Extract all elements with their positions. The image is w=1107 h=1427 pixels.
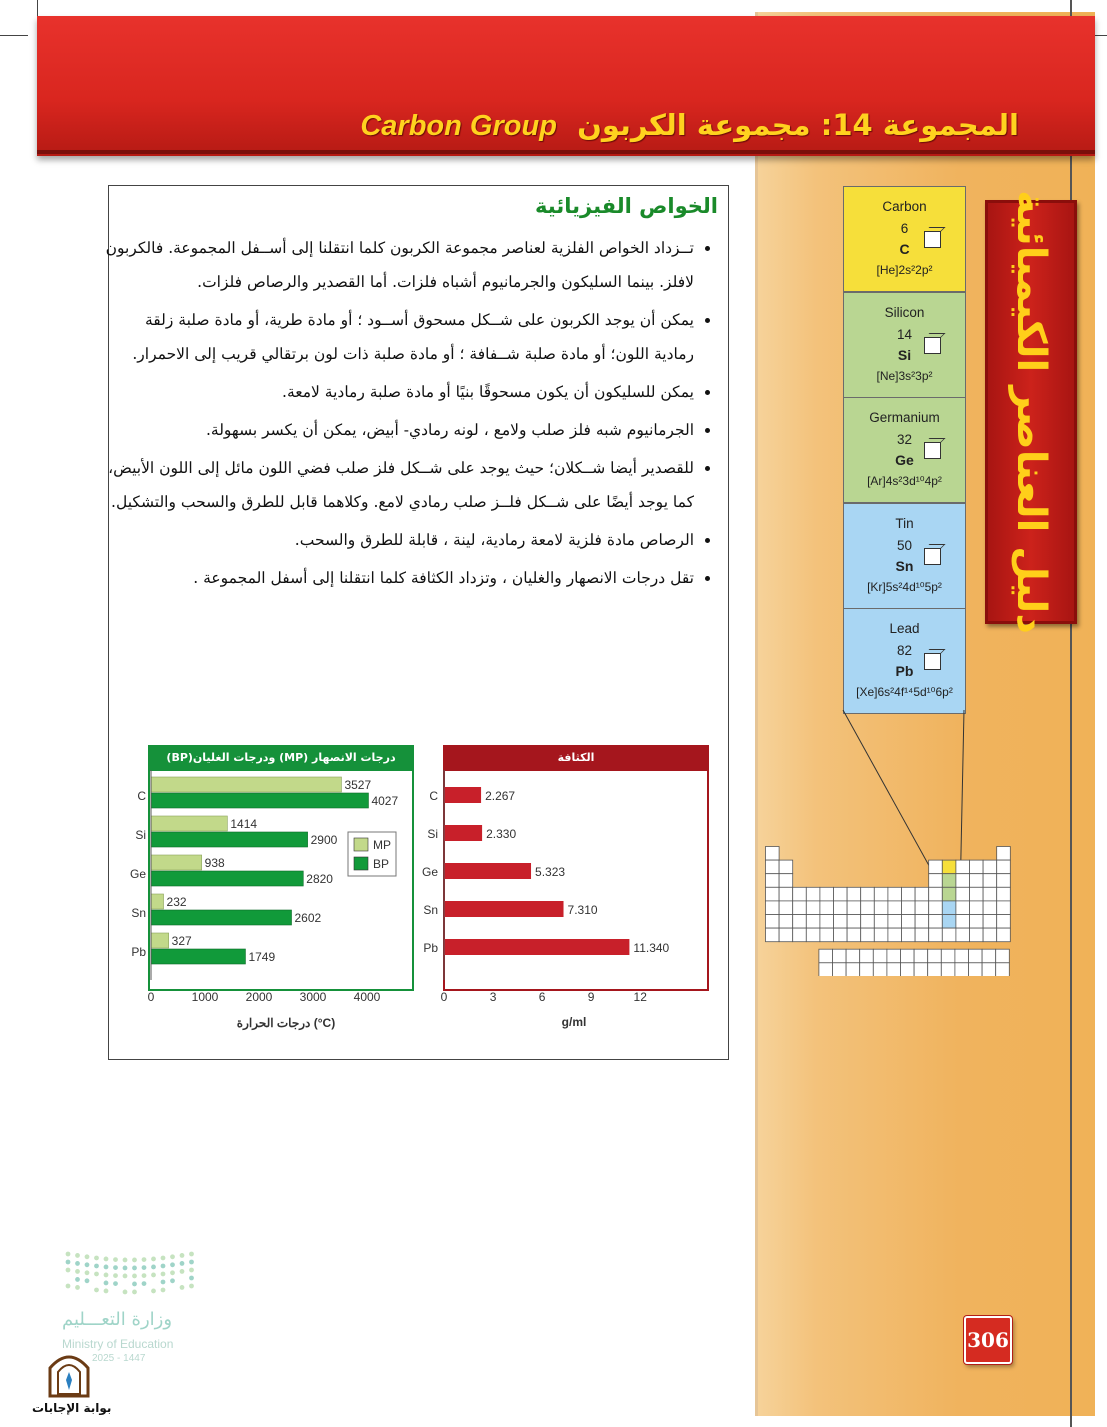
tick-label: 4000 [353, 990, 381, 1004]
periodic-cell [779, 860, 793, 874]
logo-dot [142, 1281, 147, 1286]
periodic-cell [956, 860, 970, 874]
x-axis-label: g/ml [561, 1015, 587, 1029]
category-label: Ge [129, 867, 146, 881]
data-label: 1414 [230, 817, 258, 831]
element-tile-silicon [843, 292, 966, 398]
periodic-cell [847, 887, 861, 901]
periodic-cell [970, 887, 984, 901]
periodic-cell [779, 901, 793, 915]
category-label: Ge [421, 865, 438, 879]
periodic-cell [860, 963, 874, 976]
element-tile-germanium [843, 397, 966, 503]
periodic-cell [861, 887, 875, 901]
element-name: Lead [889, 621, 920, 636]
periodic-cell [914, 949, 928, 963]
periodic-cell [820, 928, 834, 942]
density-plot [420, 770, 720, 1035]
logo-dot [189, 1284, 194, 1289]
cube-icon [924, 653, 941, 670]
bar-mp [151, 933, 169, 948]
periodic-cell [956, 901, 970, 915]
periodic-cell [902, 915, 916, 929]
periodic-cell [982, 963, 996, 976]
logo-dot [189, 1260, 194, 1265]
logo-dot [151, 1289, 156, 1294]
periodic-cell [834, 887, 848, 901]
periodic-cell [861, 901, 875, 915]
periodic-cell [888, 901, 902, 915]
periodic-cell [806, 901, 820, 915]
logo-dot [161, 1256, 166, 1261]
logo-dot [85, 1278, 90, 1283]
periodic-cell [834, 928, 848, 942]
periodic-cell [874, 901, 888, 915]
data-label: 938 [204, 856, 225, 870]
periodic-cell [861, 928, 875, 942]
periodic-cell [997, 915, 1011, 929]
answers-gate-label: بوابة الإجابات [32, 1401, 112, 1415]
periodic-cell [929, 860, 943, 874]
logo-dot [123, 1266, 128, 1271]
ministry-name-ar: وزارة التعـــليم [62, 1309, 173, 1330]
periodic-cell [955, 963, 969, 976]
data-label: 1749 [248, 950, 276, 964]
periodic-cell [997, 887, 1011, 901]
logo-dot [189, 1268, 194, 1273]
periodic-cell [929, 874, 943, 888]
logo-dot [104, 1257, 109, 1262]
tick-label: 6 [538, 990, 546, 1004]
periodic-cell [902, 887, 916, 901]
data-label: 2602 [294, 911, 322, 925]
logo-dot [189, 1276, 194, 1281]
periodic-cell [983, 874, 997, 888]
element-tile-lead [843, 608, 966, 714]
title-english: Carbon Group [360, 110, 557, 142]
cube-icon [924, 231, 941, 248]
periodic-cell [969, 949, 983, 963]
crop-mark [0, 35, 28, 36]
periodic-cell [942, 915, 956, 929]
periodic-cell [820, 915, 834, 929]
periodic-cell [901, 949, 915, 963]
periodic-cell [819, 949, 833, 963]
logo-dot [113, 1273, 118, 1278]
periodic-cell [793, 901, 807, 915]
electron-config: [Kr]5s²4d¹⁰5p² [867, 579, 942, 594]
periodic-cell [793, 887, 807, 901]
periodic-cell [997, 874, 1011, 888]
periodic-table-mini [765, 846, 1013, 976]
periodic-cell [970, 915, 984, 929]
logo-dot [75, 1277, 80, 1282]
cube-icon [924, 442, 941, 459]
periodic-cell [996, 963, 1010, 976]
list-item: • الرصاص مادة فلزية لامعة رمادية، لينة ، قابلة للطرق والسحب. [104, 523, 694, 557]
category-label: Si [135, 828, 146, 842]
logo-dot [104, 1265, 109, 1270]
bar-bp [151, 832, 308, 847]
periodic-cell [983, 887, 997, 901]
category-label: Sn [423, 903, 438, 917]
periodic-cell [874, 928, 888, 942]
periodic-cell [806, 928, 820, 942]
electron-config: [Ne]3s²3p² [876, 368, 933, 383]
category-label: C [137, 789, 146, 803]
bar-density [444, 939, 629, 955]
element-symbol: C [899, 241, 910, 257]
logo-dot [132, 1258, 137, 1263]
periodic-cell [902, 901, 916, 915]
tick-label: 3 [489, 990, 497, 1004]
data-label: 2900 [310, 833, 338, 847]
periodic-cell [766, 901, 780, 915]
periodic-cell [902, 928, 916, 942]
periodic-cell [997, 928, 1011, 942]
data-label: 5.323 [535, 865, 566, 879]
logo-dot [142, 1265, 147, 1270]
periodic-cell [942, 928, 956, 942]
periodic-cell [766, 860, 780, 874]
logo-dot [94, 1288, 99, 1293]
periodic-cell [941, 963, 955, 976]
list-item: • تــزداد الخواص الفلزية لعناصر مجموعة الكربون كلما انتقلنا إلى أســفل المجموعة. فالكربون لافلز. بينما السليكون والجرمانيوم أشباه فلزات. أما القصدير والرصاص فلزات. [104, 231, 694, 299]
logo-dot [113, 1281, 118, 1286]
list-item: • يمكن أن يوجد الكربون على شــكل مسحوق أســود ؛ أو مادة طرية، أو مادة صلبة زلقة رمادية اللون؛ أو مادة صلبة شــفافة ؛ أو مادة صلبة ذات لون برتقالي قريب إلى الاحمرار. [104, 303, 694, 371]
data-label: 4027 [371, 794, 399, 808]
logo-dot [94, 1256, 99, 1261]
periodic-cell [888, 887, 902, 901]
periodic-cell [819, 963, 833, 976]
ministry-logo-icon [62, 1248, 202, 1296]
periodic-cell [956, 874, 970, 888]
periodic-cell [833, 963, 847, 976]
logo-dot [85, 1254, 90, 1259]
periodic-cell [983, 915, 997, 929]
tick-label: 9 [587, 990, 595, 1004]
tick-label: 12 [633, 990, 647, 1004]
logo-dot [94, 1272, 99, 1277]
gate-logo-icon [46, 1350, 92, 1398]
periodic-cell [970, 901, 984, 915]
title-arabic: المجموعة 14: مجموعة الكربون [577, 108, 1019, 142]
element-name: Germanium [869, 410, 940, 425]
logo-dot [161, 1280, 166, 1285]
periodic-cell [997, 860, 1011, 874]
periodic-cell [942, 860, 956, 874]
logo-dot [132, 1290, 137, 1295]
periodic-cell [955, 949, 969, 963]
list-item: • تقل درجات الانصهار والغليان ، وتزداد الكثافة كلما انتقلنا إلى أسفل المجموعة . [104, 561, 694, 595]
logo-dot [170, 1262, 175, 1267]
element-name: Silicon [884, 304, 925, 320]
periodic-cell [793, 915, 807, 929]
page-title [360, 108, 1019, 143]
periodic-cell [929, 928, 943, 942]
tick-label: 3000 [299, 990, 327, 1004]
periodic-cell [983, 928, 997, 942]
crop-mark [37, 0, 38, 16]
list-item: • الجرمانيوم شبه فلز صلب ولامع ، لونه رمادي- أبيض، يمكن أن يكسر بسهولة. [104, 413, 694, 447]
category-label: Sn [131, 906, 146, 920]
page-number: 306 [964, 1316, 1012, 1364]
periodic-cell [766, 915, 780, 929]
periodic-cell [887, 949, 901, 963]
logo-dot [123, 1290, 128, 1295]
periodic-cell [888, 928, 902, 942]
bar-bp [151, 949, 245, 964]
electron-config: [Ar]4s²3d¹⁰4p² [867, 474, 942, 488]
periodic-cell [846, 949, 860, 963]
data-label: 2820 [306, 872, 333, 886]
periodic-cell [820, 901, 834, 915]
periodic-cell [766, 874, 780, 888]
logo-dot [151, 1265, 156, 1270]
periodic-cell [915, 887, 929, 901]
element-tile-tin [843, 503, 966, 609]
periodic-cell [929, 915, 943, 929]
periodic-cell [766, 887, 780, 901]
periodic-cell [779, 915, 793, 929]
legend-swatch [354, 838, 368, 851]
data-label: 327 [171, 934, 192, 948]
element-tile-carbon [843, 186, 966, 292]
periodic-cell [873, 963, 887, 976]
element-name: Tin [895, 515, 914, 531]
periodic-cell [779, 887, 793, 901]
periodic-cell [861, 915, 875, 929]
tick-label: 0 [440, 990, 448, 1004]
periodic-cell [779, 928, 793, 942]
periodic-cell [779, 874, 793, 888]
atomic-number: 50 [896, 537, 913, 553]
periodic-cell [834, 915, 848, 929]
periodic-cell [874, 915, 888, 929]
periodic-cell [942, 887, 956, 901]
element-symbol: Ge [895, 452, 914, 468]
periodic-cell [915, 901, 929, 915]
periodic-cell [915, 928, 929, 942]
logo-dot [132, 1266, 137, 1271]
bar-bp [151, 910, 292, 925]
logo-dot [180, 1253, 185, 1258]
list-item: • يمكن للسليكون أن يكون مسحوقًا بنيًا أو مادة صلبة رمادية لامعة. [104, 375, 694, 409]
periodic-cell [766, 847, 780, 861]
logo-dot [85, 1262, 90, 1267]
periodic-cell [914, 963, 928, 976]
periodic-cell [860, 949, 874, 963]
legend-label: MP [373, 838, 391, 852]
periodic-cell [982, 949, 996, 963]
element-symbol: Si [897, 346, 912, 363]
periodic-cell [928, 949, 942, 963]
periodic-cell [983, 901, 997, 915]
periodic-cell [970, 928, 984, 942]
periodic-cell [929, 901, 943, 915]
ministry-name-en: Ministry of Education [62, 1337, 174, 1351]
element-symbol: Pb [895, 663, 914, 679]
tick-label: 2000 [245, 990, 273, 1004]
periodic-cell [970, 874, 984, 888]
logo-dot [113, 1257, 118, 1262]
cube-icon [924, 548, 941, 565]
logo-dot [142, 1257, 147, 1262]
periodic-cell [996, 949, 1010, 963]
legend-label: BP [373, 857, 390, 871]
logo-dot [94, 1264, 99, 1269]
logo-dot [66, 1252, 71, 1257]
category-label: Pb [423, 941, 438, 955]
data-label: 2.330 [486, 827, 517, 841]
logo-dot [180, 1285, 185, 1290]
guide-banner-text: دليل العناصر الكيميائية [1008, 190, 1054, 634]
periodic-cell [847, 928, 861, 942]
periodic-cell [887, 963, 901, 976]
logo-dot [75, 1253, 80, 1258]
periodic-cell [942, 901, 956, 915]
logo-dot [104, 1273, 109, 1278]
periodic-cell [847, 901, 861, 915]
tick-label: 1000 [191, 990, 219, 1004]
periodic-cell [941, 949, 955, 963]
logo-dot [85, 1270, 90, 1275]
ministry-year: 2025 - 1447 [92, 1353, 146, 1364]
periodic-cell [956, 928, 970, 942]
periodic-cell [806, 915, 820, 929]
bar-mp [151, 855, 202, 870]
periodic-cell [928, 963, 942, 976]
periodic-cell [833, 949, 847, 963]
logo-dot [170, 1278, 175, 1283]
logo-dot [161, 1264, 166, 1269]
bar-mp [151, 816, 227, 831]
periodic-cell [874, 887, 888, 901]
periodic-cell [956, 915, 970, 929]
logo-dot [151, 1257, 156, 1262]
chart-title: درجات الانصهار (MP) ودرجات الغليان(BP) [150, 747, 412, 771]
bar-bp [151, 793, 368, 808]
melting-boiling-plot [128, 770, 428, 1035]
logo-dot [66, 1268, 71, 1273]
data-label: 7.310 [567, 903, 598, 917]
periodic-cell [766, 928, 780, 942]
logo-dot [104, 1281, 109, 1286]
logo-dot [142, 1273, 147, 1278]
properties-list [104, 231, 718, 599]
periodic-cell [873, 949, 887, 963]
atomic-number: 32 [896, 432, 913, 447]
bar-mp [151, 894, 164, 909]
bar-density [444, 901, 564, 917]
header-rule [37, 150, 1095, 154]
list-item: • للقصدير أيضا شــكلان؛ حيث يوجد على شــكل فلز صلب فضي اللون مائل إلى اللون الأبيض، كما يوجد أيضًا على شــكل فلــز صلب رمادي لامع. وكلاهما قابل للطرق والسحب والتشكيل. [104, 451, 694, 519]
periodic-cell [969, 963, 983, 976]
side-band-edge [755, 12, 758, 1416]
data-label: 3527 [344, 778, 372, 792]
category-label: Si [427, 827, 438, 841]
element-name: Carbon [882, 199, 927, 214]
logo-dot [123, 1258, 128, 1263]
periodic-cell [820, 887, 834, 901]
logo-dot [75, 1261, 80, 1266]
logo-dot [104, 1289, 109, 1294]
periodic-cell [997, 847, 1011, 861]
category-label: Pb [131, 945, 146, 959]
bar-density [444, 787, 481, 803]
logo-dot [113, 1265, 118, 1270]
logo-dot [170, 1270, 175, 1275]
periodic-cell [846, 963, 860, 976]
periodic-cell [793, 928, 807, 942]
element-symbol: Sn [895, 557, 914, 574]
category-label: C [429, 789, 438, 803]
periodic-cell [847, 915, 861, 929]
atomic-number: 6 [900, 221, 909, 236]
logo-dot [180, 1269, 185, 1274]
chart-title: الكثافة [445, 747, 707, 771]
periodic-cell [888, 915, 902, 929]
bar-density [444, 825, 482, 841]
periodic-cell [901, 963, 915, 976]
logo-dot [161, 1272, 166, 1277]
legend-swatch [354, 857, 368, 870]
logo-dot [123, 1274, 128, 1279]
section-title: الخواص الفيزيائية [535, 194, 718, 218]
periodic-cell [942, 874, 956, 888]
logo-dot [161, 1288, 166, 1293]
logo-dot [170, 1254, 175, 1259]
periodic-cell [956, 887, 970, 901]
atomic-number: 82 [896, 643, 913, 658]
periodic-cell [806, 887, 820, 901]
atomic-number: 14 [896, 326, 913, 342]
x-axis-label: درجات الحرارة (°C) [236, 1016, 336, 1030]
periodic-cell [997, 901, 1011, 915]
periodic-cell [929, 887, 943, 901]
electron-config: [He]2s²2p² [876, 263, 933, 277]
logo-dot [75, 1269, 80, 1274]
logo-dot [75, 1285, 80, 1290]
logo-dot [132, 1282, 137, 1287]
logo-dot [189, 1252, 194, 1257]
logo-dot [151, 1273, 156, 1278]
bar-density [444, 863, 531, 879]
data-label: 2.267 [485, 789, 516, 803]
data-label: 11.340 [633, 941, 670, 955]
logo-dot [66, 1260, 71, 1265]
bar-bp [151, 871, 303, 886]
guide-banner [985, 190, 1077, 634]
periodic-cell [983, 860, 997, 874]
logo-dot [180, 1261, 185, 1266]
periodic-cell [915, 915, 929, 929]
periodic-cell [970, 860, 984, 874]
logo-dot [132, 1274, 137, 1279]
periodic-cell [834, 901, 848, 915]
cube-icon [924, 337, 941, 354]
bar-mp [151, 777, 341, 792]
data-label: 232 [166, 895, 187, 909]
logo-dot [66, 1284, 71, 1289]
tick-label: 0 [147, 990, 155, 1004]
electron-config: [Xe]6s²4f¹⁴5d¹⁰6p² [856, 685, 953, 699]
